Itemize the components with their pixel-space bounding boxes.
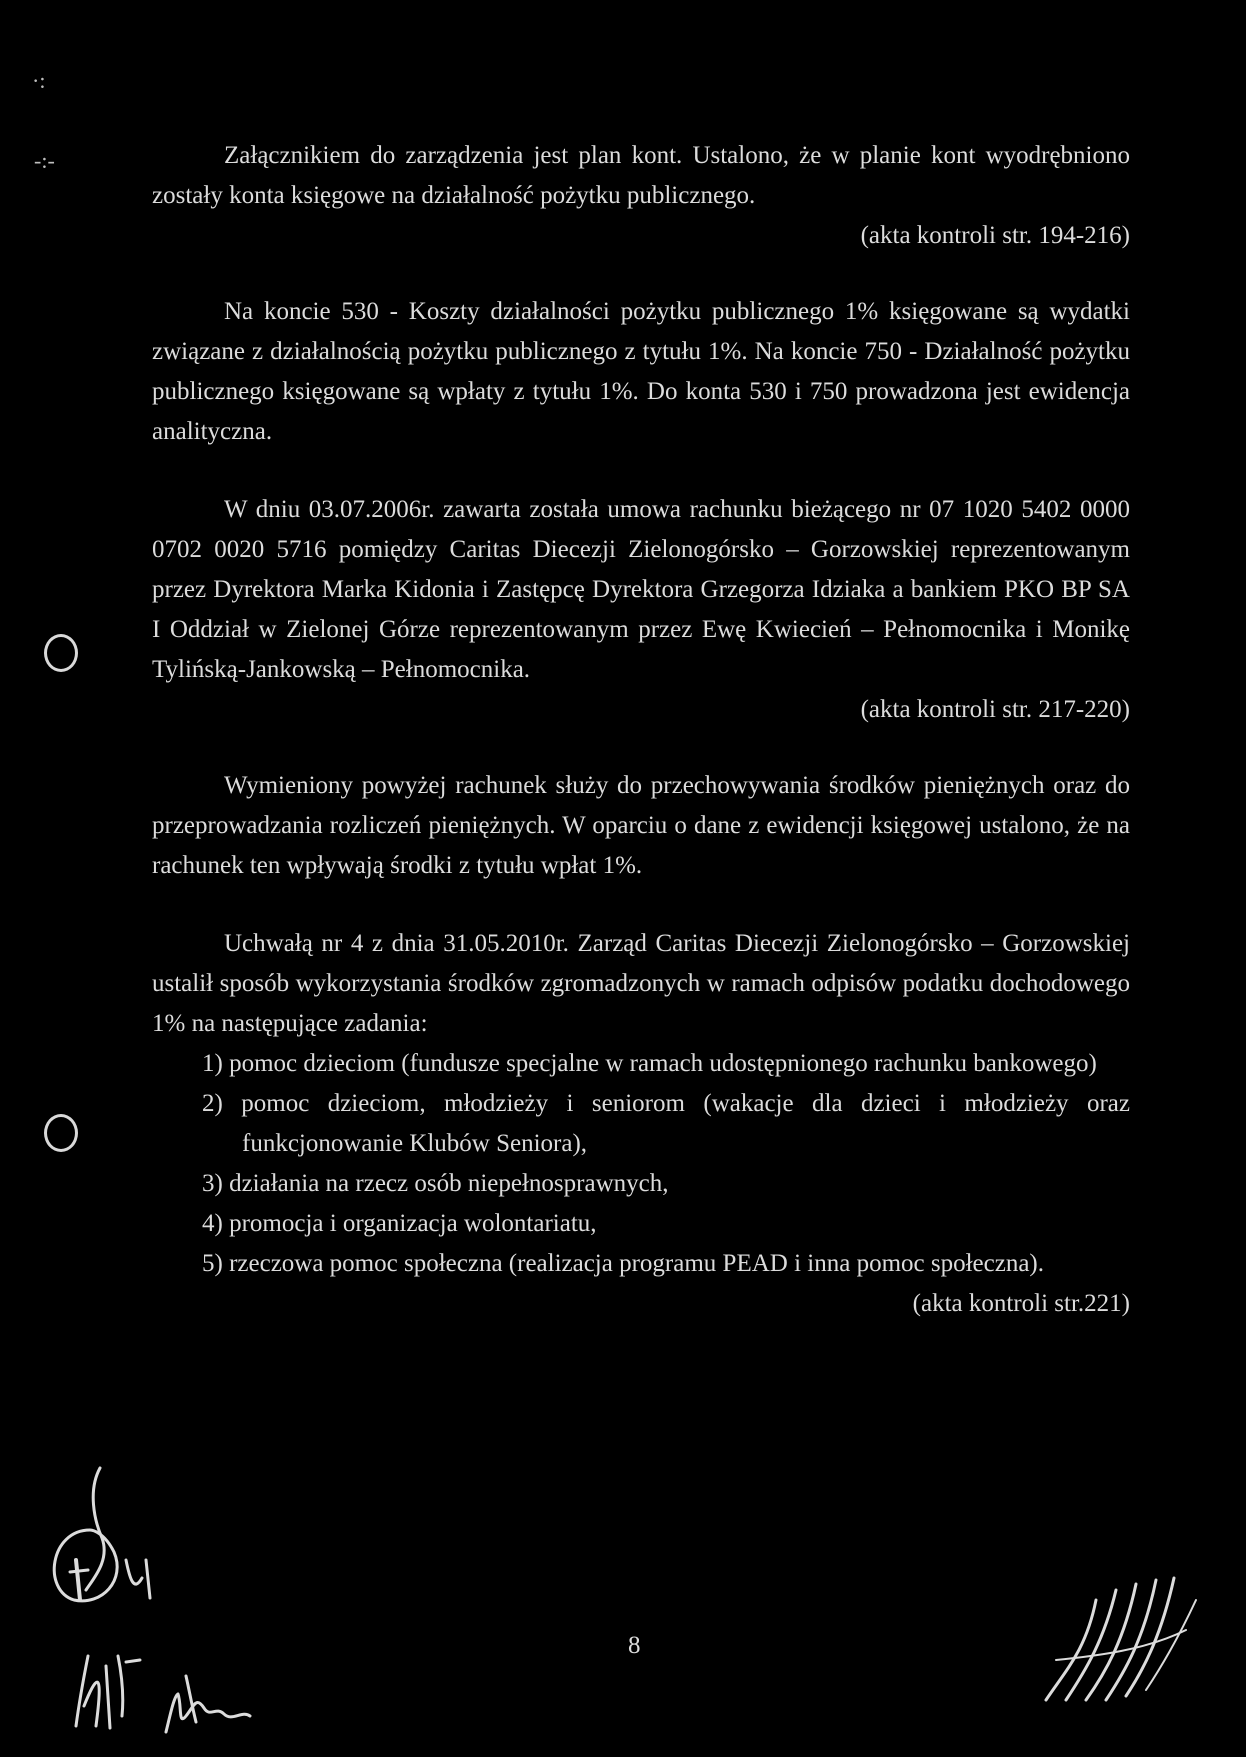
paragraph-uchwala: Uchwałą nr 4 z dnia 31.05.2010r. Zarząd Caritas Diecezji Zielonogórsko – Gorzowskiej ustalił sposób wykorzystania środków zgromadzonych w ramach odpisów podatku dochodowego 1% na następujące zadania: (152, 930, 1130, 1037)
paragraph-konta-530-750: Na koncie 530 - Koszty działalności pożytku publicznego 1% księgowane są wydatki związane z działalnością pożytku publicznego z tytułu 1%. Na koncie 750 - Działalność pożytku publicznego księgowane są wpłaty z tytułu 1%. Do konta 530 i 750 prowadzona jest ewidencja analityczna. (152, 298, 1130, 445)
handwritten-signature-left (66, 1636, 316, 1746)
list-item: 5) rzeczowa pomoc społeczna (realizacja programu PEAD i inna pomoc społeczna). (202, 1250, 1044, 1277)
scan-speck-mark: -:- (34, 148, 55, 173)
handwritten-initials-signature (30, 1460, 170, 1610)
reference-akta-kontroli-1: (akta kontroli str. 194-216) (860, 222, 1130, 249)
list-item: 1) pomoc dzieciom (fundusze specjalne w ramach udostępnionego rachunku bankowego) (202, 1050, 1097, 1077)
punch-hole-icon (44, 634, 78, 672)
list-item: 4) promocja i organizacja wolontariatu, (202, 1210, 597, 1237)
punch-hole-icon (44, 1114, 78, 1152)
paragraph-umowa-rachunku: W dniu 03.07.2006r. zawarta została umowa rachunku bieżącego nr 07 1020 5402 0000 0702 0020 5716 pomiędzy Caritas Diecezji Zielonogórsko – Gorzowskiej reprezentowanym przez Dyrektora Marka Kidonia i Zastępcę Dyrektora Grzegorza Idziaka a bankiem PKO BP SA I Oddział w Zielonej Górze reprezentowanym przez Ewę Kwiecień – Pełnomocnika i Monikę Tylińską-Jankowską – Pełnomocnika. (152, 496, 1130, 683)
reference-akta-kontroli-3: (akta kontroli str.221) (912, 1290, 1130, 1317)
reference-akta-kontroli-2: (akta kontroli str. 217-220) (860, 696, 1130, 723)
handwritten-signature-right (1036, 1560, 1206, 1710)
list-item: 2) pomoc dzieciom, młodzieży i seniorom (wakacje dla dzieci i młodzieży oraz funkcjonowanie Klubów Seniora), (202, 1090, 1130, 1157)
paragraph-plan-kont: Załącznikiem do zarządzenia jest plan kont. Ustalono, że w planie kont wyodrębniono zostały konta księgowe na działalność pożytku publicznego. (152, 142, 1130, 209)
paragraph-rachunek: Wymieniony powyżej rachunek służy do przechowywania środków pieniężnych oraz do przeprowadzania rozliczeń pieniężnych. W oparciu o dane z ewidencji księgowej ustalono, że na rachunek ten wpływają środki z tytułu wpłat 1%. (152, 772, 1130, 879)
list-item: 3) działania na rzecz osób niepełnosprawnych, (202, 1170, 669, 1197)
page-number: 8 (628, 1632, 641, 1659)
list-zadania (152, 1044, 1130, 1284)
scan-speck-mark: ·: (32, 68, 46, 93)
document-body (152, 136, 1130, 1324)
